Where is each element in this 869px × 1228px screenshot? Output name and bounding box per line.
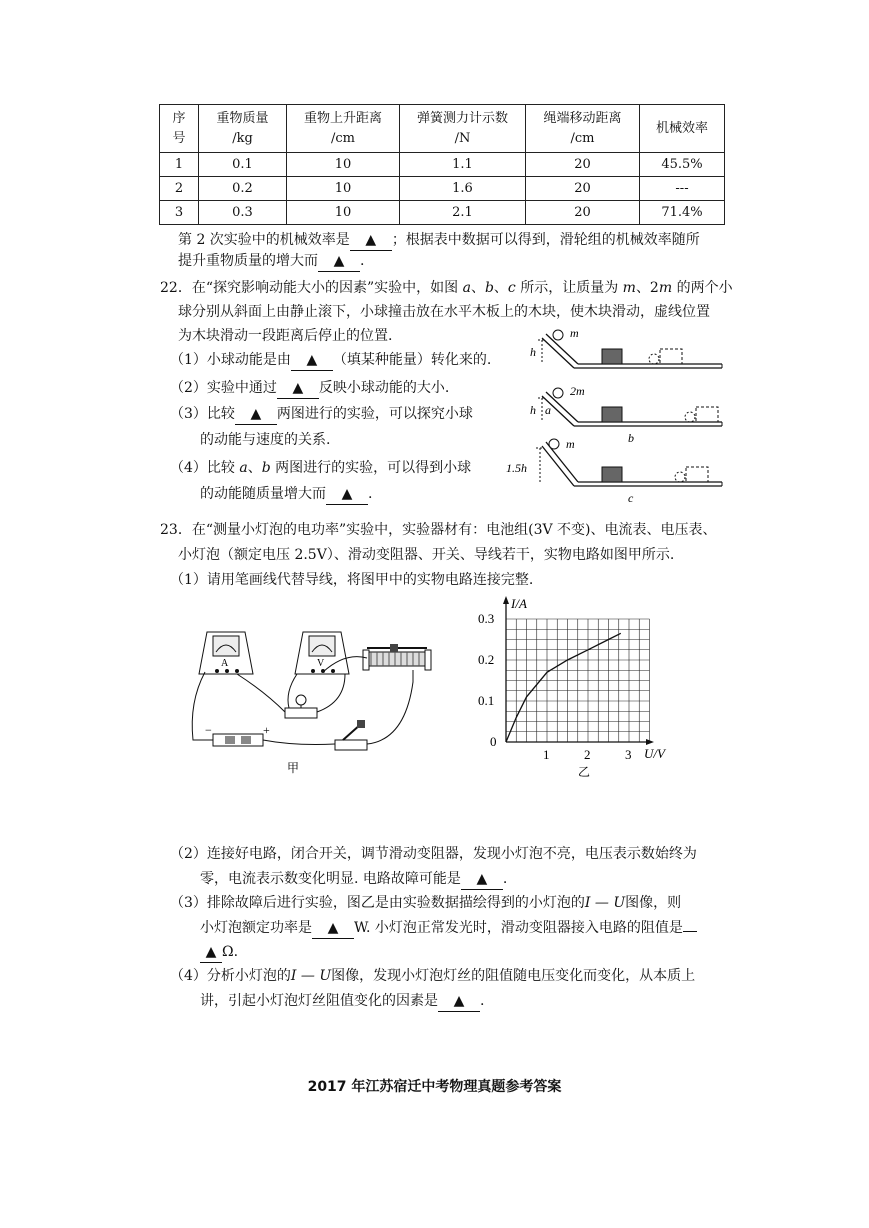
x-tick-label: 3	[625, 747, 632, 762]
q23-part2: （2）连接好电路，闭合开关，调节滑动变阻器，发现小灯泡不亮，电压表示数始终为	[170, 846, 697, 862]
rheostat	[363, 644, 431, 670]
q23-part4: （4）分析小灯泡的I — U图像，发现小灯泡灯丝的阻值随电压变化而变化，从本质上	[170, 968, 696, 984]
height-label: h	[530, 403, 536, 417]
switch	[335, 720, 367, 750]
height-label: h	[530, 345, 536, 359]
answer-blank: ▲	[438, 991, 480, 1012]
header-cell: 弹簧测力计示数 /N	[400, 105, 526, 153]
q22-part1: （1）小球动能是由 ▲ （填某种能量）转化来的.	[170, 350, 491, 371]
figure-b	[530, 384, 722, 445]
answer-blank: ▲	[291, 350, 333, 371]
figure-c-label: c	[628, 491, 634, 505]
table-row	[160, 177, 725, 201]
q22-intro-line3: 为木块滑动一段距离后停止的位置.	[178, 328, 393, 344]
y-tick-label: 0.1	[478, 693, 495, 708]
cell: 0.3	[199, 201, 287, 225]
cell: 45.5%	[640, 153, 725, 177]
cell: 20	[526, 177, 640, 201]
y-tick-label: 0.3	[478, 611, 495, 626]
cell: 20	[526, 201, 640, 225]
figure-c	[506, 437, 722, 505]
svg-text:A: A	[221, 658, 229, 669]
y-tick-label: 0.2	[478, 652, 495, 667]
cell: 1	[160, 153, 199, 177]
mass-label: m	[566, 437, 575, 451]
svg-text:V: V	[317, 658, 325, 669]
table-row	[160, 153, 725, 177]
answer-blank: ▲	[350, 230, 392, 251]
answer-blank: ▲	[235, 404, 277, 425]
y-axis-label: I/A	[511, 596, 527, 611]
answer-blank: ▲	[461, 869, 503, 890]
figure-a-label: a	[545, 403, 551, 417]
cell: 1.1	[400, 153, 526, 177]
q23-part3-cont: 小灯泡额定功率是 ▲ W. 小灯泡正常发光时，滑动变阻器接入电路的阻值是	[200, 918, 697, 939]
height-label: 1.5h	[506, 461, 527, 475]
block-final-position	[660, 349, 682, 364]
x-tick-label: 0	[490, 734, 497, 749]
table-row	[160, 201, 725, 225]
cell: 10	[287, 153, 400, 177]
header-cell: 重物质量 /kg	[199, 105, 287, 153]
wood-block	[602, 349, 622, 364]
cell: 0.1	[199, 153, 287, 177]
q23-intro-line1: 23．在“测量小灯泡的电功率”实验中，实验器材有：电池组(3V 不变)、电流表、电压表、	[160, 522, 717, 538]
q23-part4-cont: 讲，引起小灯泡灯丝阻值变化的因素是 ▲ .	[200, 991, 484, 1012]
q23-part1: （1）请用笔画线代替导线，将图甲中的实物电路连接完整.	[170, 572, 534, 588]
q23-part3: （3）排除故障后进行实验，图乙是由实验数据描绘得到的小灯泡的I — U图像，则	[170, 895, 682, 911]
svg-text:−: −	[205, 723, 212, 737]
header-cell: 绳端移动距离 /cm	[526, 105, 640, 153]
answer-blank: ▲	[312, 918, 354, 939]
lamp	[285, 695, 317, 718]
q23-part3-cont2: ▲ Ω.	[200, 942, 238, 963]
header-cell: 重物上升距离 /cm	[287, 105, 400, 153]
header-cell: 机械效率	[640, 105, 725, 153]
results-table	[159, 104, 725, 225]
figure-jia-label: 甲	[287, 761, 300, 775]
answer-blank	[683, 931, 697, 932]
cell: 3	[160, 201, 199, 225]
figure-yi-label: 乙	[578, 765, 591, 779]
graph-grid	[506, 619, 650, 742]
cell: 2	[160, 177, 199, 201]
answer-blank: ▲	[318, 251, 360, 272]
x-axis-label: U/V	[644, 746, 665, 761]
q22-part3-cont: 的动能与速度的关系.	[200, 432, 331, 448]
figure-b-label: b	[628, 431, 634, 445]
answer-blank: ▲	[326, 484, 368, 505]
iu-graph	[470, 592, 680, 792]
battery	[205, 723, 270, 746]
voltmeter	[295, 632, 349, 674]
q22-part4-cont: 的动能随质量增大而 ▲ .	[200, 484, 372, 505]
cell: 1.6	[400, 177, 526, 201]
cell: 2.1	[400, 201, 526, 225]
answer-blank: ▲	[277, 378, 319, 399]
header-cell: 序 号	[160, 105, 199, 153]
cell: 71.4%	[640, 201, 725, 225]
x-tick-label: 1	[543, 747, 550, 762]
x-tick-label: 2	[584, 747, 591, 762]
q22-part3: （3）比较 ▲ 两图进行的实验，可以探究小球	[170, 404, 473, 425]
mass-label: 2m	[570, 384, 585, 398]
q22-intro-line2: 球分别从斜面上由静止滚下，小球撞击放在水平木板上的木块，使木块滑动，虚线位置	[178, 304, 710, 320]
q21-line2: 提升重物质量的增大而 ▲ .	[178, 251, 364, 272]
cell: 0.2	[199, 177, 287, 201]
mass-label: m	[570, 326, 579, 340]
cell: 10	[287, 177, 400, 201]
q22-intro-line1: 22．在“探究影响动能大小的因素”实验中，如图 a、b、c 所示，让质量为 m、2m 的两个小	[160, 280, 733, 296]
q22-part4: （4）比较 a、b 两图进行的实验，可以得到小球	[170, 460, 472, 476]
q23-part2-cont: 零，电流表示数变化明显. 电路故障可能是 ▲ .	[200, 869, 507, 890]
q21-line1: 第 2 次实验中的机械效率是 ▲ ；根据表中数据可以得到，滑轮组的机械效率随所	[178, 230, 700, 251]
figure-a	[530, 326, 722, 368]
answer-section-title: 2017 年江苏宿迁中考物理真题参考答案	[307, 1079, 562, 1095]
table-header-row	[160, 105, 725, 153]
svg-text:+: +	[263, 723, 270, 737]
answer-blank: ▲	[200, 942, 222, 963]
q23-intro-line2: 小灯泡（额定电压 2.5V）、滑动变阻器、开关、导线若干，实物电路如图甲所示.	[178, 547, 675, 563]
ammeter	[199, 632, 253, 674]
q22-part2: （2）实验中通过 ▲ 反映小球动能的大小.	[170, 378, 449, 399]
cell: ---	[640, 177, 725, 201]
cell: 20	[526, 153, 640, 177]
ramp-figures	[500, 326, 730, 506]
cell: 10	[287, 201, 400, 225]
ball	[553, 330, 563, 340]
circuit-figure	[185, 622, 445, 782]
